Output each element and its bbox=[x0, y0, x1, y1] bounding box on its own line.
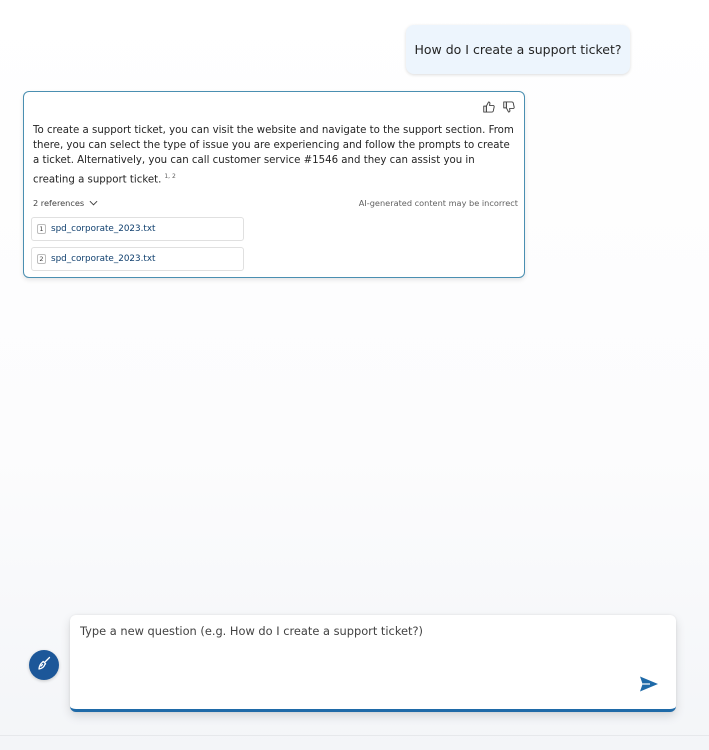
citation-markers[interactable]: 1, 2 bbox=[164, 172, 176, 180]
feedback-controls bbox=[482, 99, 516, 113]
broom-icon bbox=[36, 655, 52, 675]
send-icon bbox=[639, 675, 659, 697]
clear-chat-button[interactable] bbox=[29, 650, 59, 680]
thumbs-up-icon[interactable] bbox=[482, 99, 496, 113]
question-input[interactable] bbox=[80, 624, 620, 638]
chevron-down-icon bbox=[89, 198, 98, 208]
footer-divider bbox=[0, 735, 709, 736]
ai-disclaimer: AI-generated content may be incorrect bbox=[358, 198, 518, 208]
citation-number: 2 bbox=[37, 254, 46, 264]
answer-text bbox=[33, 123, 517, 187]
citation-filename: spd_corporate_2023.txt bbox=[51, 224, 156, 234]
user-message-text: How do I create a support ticket? bbox=[414, 42, 622, 57]
send-button[interactable] bbox=[638, 675, 660, 697]
question-composer bbox=[70, 615, 676, 712]
user-message-bubble bbox=[406, 25, 630, 74]
citation-filename: spd_corporate_2023.txt bbox=[51, 254, 156, 264]
answer-card bbox=[23, 91, 525, 278]
citation-number: 1 bbox=[37, 224, 46, 234]
references-label: 2 references bbox=[33, 198, 85, 208]
citation-item[interactable] bbox=[31, 247, 244, 271]
answer-body: To create a support ticket, you can visit the website and navigate to the support section. From there, you can select the type of issue you are experiencing and follow the prompts to create a ticket. Alternatively, you can call customer service #1546 and they can assist you in creating a support ticket. bbox=[33, 125, 514, 185]
citation-item[interactable] bbox=[31, 217, 244, 241]
references-toggle[interactable] bbox=[33, 198, 98, 208]
thumbs-down-icon[interactable] bbox=[502, 99, 516, 113]
